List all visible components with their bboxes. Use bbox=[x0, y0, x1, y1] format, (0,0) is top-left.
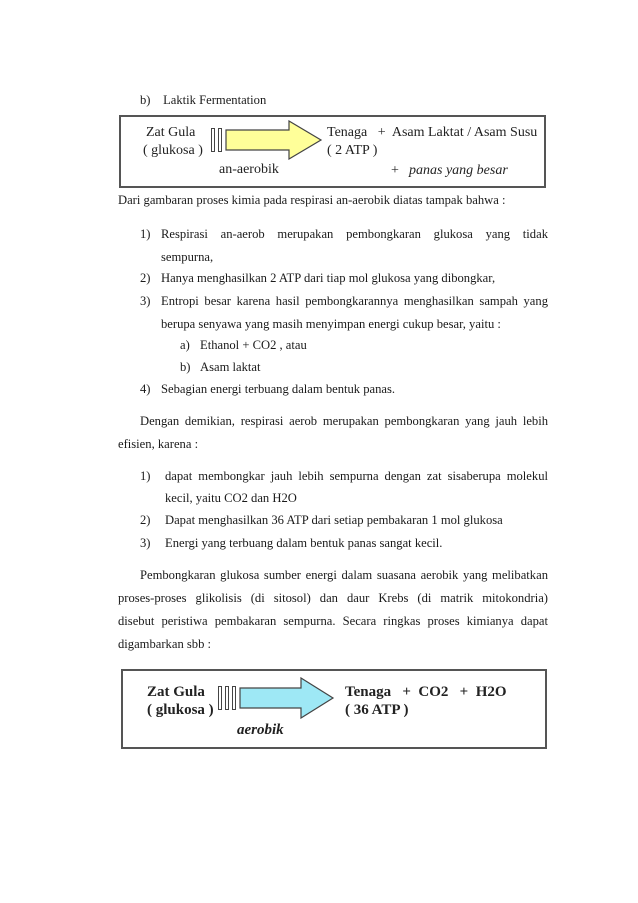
list-number: 3) bbox=[140, 294, 151, 308]
product-label: Tenaga + CO2 + H2O bbox=[345, 684, 507, 700]
list-item-text: Dapat menghasilkan 36 ATP dari setiap pembakaran 1 mol glukosa bbox=[165, 513, 503, 527]
sublist-item-text: Ethanol + CO2 , atau bbox=[200, 338, 307, 352]
plus-sign: + bbox=[391, 163, 399, 178]
input-bar-icon bbox=[218, 686, 222, 710]
product-label: Tenaga + Asam Laktat / Asam Susu bbox=[327, 125, 538, 140]
paragraph-line: digambarkan sbb : bbox=[118, 637, 212, 651]
list-item-text: berupa senyawa yang masih menyimpan energi cukup besar, yaitu : bbox=[161, 317, 501, 331]
product-sublabel: ( 36 ATP ) bbox=[345, 702, 409, 718]
list-item-text: kecil, yaitu CO2 dan H2O bbox=[165, 491, 297, 505]
reaction-arrow-icon bbox=[225, 120, 323, 160]
list-item-text: Hanya menghasilkan 2 ATP dari tiap mol glukosa yang dibongkar, bbox=[161, 271, 496, 285]
arrow-condition-label: aerobik bbox=[237, 722, 284, 738]
paragraph-line: proses-proses glikolisis (di sitosol) dan daur Krebs (di matrik mitokondria) bbox=[118, 591, 548, 605]
list-number: 1) bbox=[140, 469, 151, 483]
list-item-text: Sebagian energi terbuang dalam bentuk panas. bbox=[161, 382, 396, 396]
list-item-text: Energi yang terbuang dalam bentuk panas sangat kecil. bbox=[165, 536, 443, 550]
input-bar-icon bbox=[225, 686, 229, 710]
reaction-arrow-icon bbox=[239, 677, 335, 719]
list-item-text: Entropi besar karena hasil pembongkarannya menghasilkan sampah yang bbox=[161, 294, 548, 308]
paragraph-line: disebut peristiwa pembakaran sempurna. Secara ringkas proses kimianya dapat bbox=[118, 614, 548, 628]
input-bar-icon bbox=[232, 686, 236, 710]
anaerobic-diagram bbox=[119, 115, 546, 188]
list-number: 1) bbox=[140, 227, 151, 241]
paragraph-line: Dengan demikian, respirasi aerob merupakan pembongkaran yang jauh lebih bbox=[140, 414, 548, 428]
reactant-sublabel: ( glukosa ) bbox=[143, 143, 203, 158]
sublist-item-text: Asam laktat bbox=[200, 360, 261, 374]
reactant-sublabel: ( glukosa ) bbox=[147, 702, 214, 718]
reactant-label: Zat Gula bbox=[146, 125, 196, 140]
intro-text: Dari gambaran proses kimia pada respirasi an-aerobik diatas tampak bahwa : bbox=[118, 193, 506, 207]
section-heading: b) Laktik Fermentation bbox=[140, 93, 267, 107]
list-number: 4) bbox=[140, 382, 151, 396]
arrow-condition-label: an-aerobik bbox=[219, 162, 279, 177]
list-number: 3) bbox=[140, 536, 151, 550]
paragraph-line: efisien, karena : bbox=[118, 437, 199, 451]
list-item-text: Respirasi an-aerob merupakan pembongkaran glukosa yang tidak bbox=[161, 227, 548, 241]
input-bar-icon bbox=[218, 128, 222, 152]
list-item-text: dapat membongkar jauh lebih sempurna dengan zat sisaberupa molekul bbox=[165, 469, 548, 483]
heat-label: panas yang besar bbox=[409, 163, 508, 178]
aerobic-diagram bbox=[121, 669, 547, 749]
list-item-text: sempurna, bbox=[161, 250, 214, 264]
input-bar-icon bbox=[211, 128, 215, 152]
list-number: 2) bbox=[140, 513, 151, 527]
product-sublabel: ( 2 ATP ) bbox=[327, 143, 378, 158]
reactant-label: Zat Gula bbox=[147, 684, 205, 700]
paragraph-line: Pembongkaran glukosa sumber energi dalam suasana aerobik yang melibatkan bbox=[140, 568, 548, 582]
list-number: 2) bbox=[140, 271, 151, 285]
sublist-number: b) bbox=[180, 360, 191, 374]
sublist-number: a) bbox=[180, 338, 190, 352]
